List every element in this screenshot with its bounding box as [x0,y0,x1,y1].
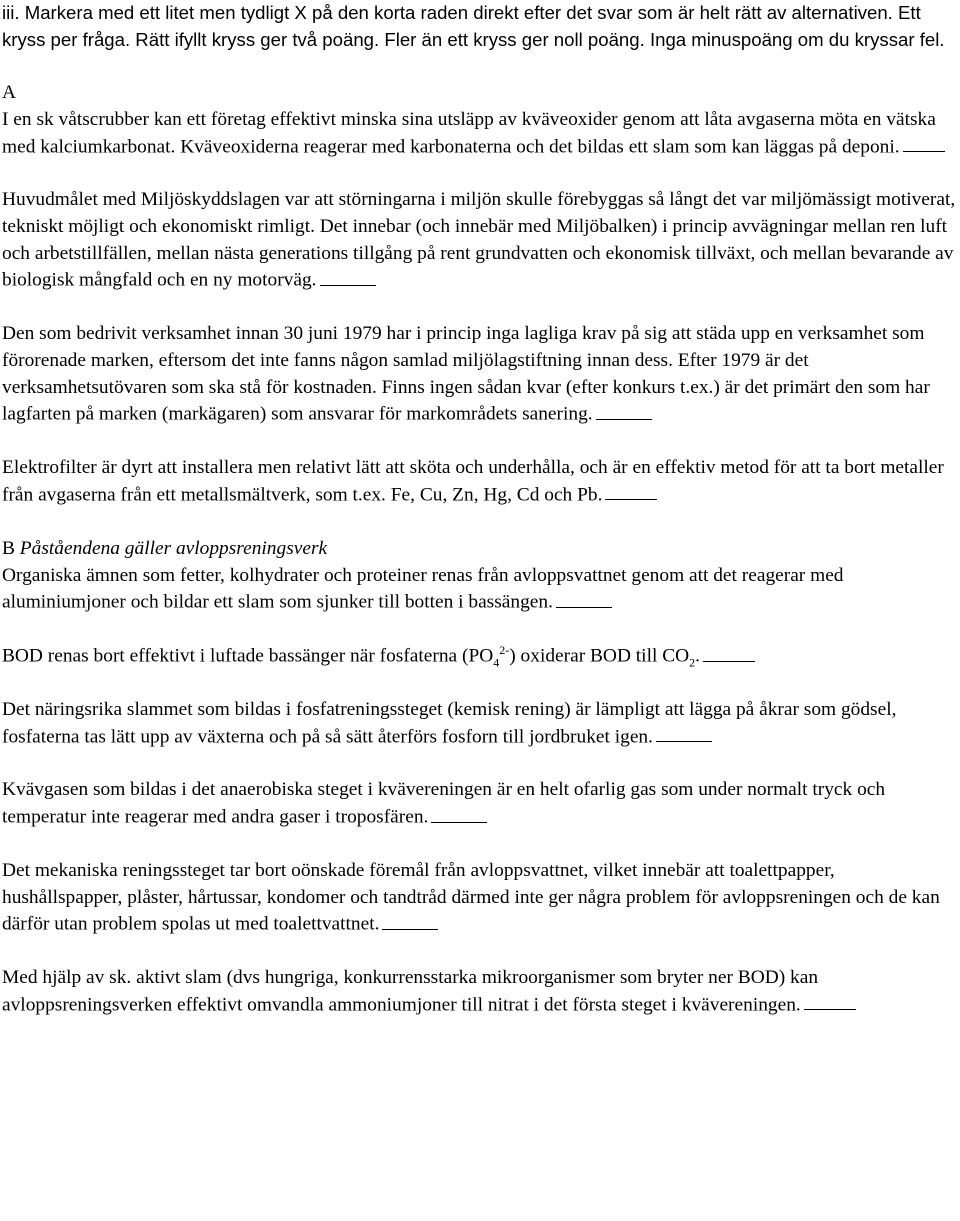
section-b-title: Påståendena gäller avloppsreningsverk [19,537,328,559]
statement-a3: Den som bedrivit verksamhet innan 30 juni 1979 har i princip inga lagliga krav på sig att städa upp en verksamhet som förorenade marken, eftersom det inte fanns någon samlad miljölagstiftning innan dess. Efter 1979 är det verksamhetsutövaren som ska stå för kostnaden. Finns ingen sådan kvar (efter konkurs t.ex.) är det primärt den som har lagfarten på marken (markägaren) som ansvarar för markområdets sanering. [2,323,930,425]
statement-a3-paragraph [2,321,958,428]
statement-b6: Med hjälp av sk. aktivt slam (dvs hungriga, konkurrensstarka mikroorganismer som bryter ner BOD) kan avloppsreningsverken effektivt omvandla ammoniumjoner till nitrat i det första steget i kvävereningen. [2,967,819,1016]
answer-blank-b3[interactable] [656,724,712,742]
statement-b2-text-after: . [695,645,700,667]
statement-a2-paragraph [2,187,958,294]
statement-b2-text-middle: ) oxiderar BOD till CO [509,645,690,667]
exam-page [2,0,958,1046]
statement-b4: Kvävgasen som bildas i det anaerobiska steget i kvävereningen är en helt ofarlig gas som under normalt tryck och temperatur inte reagerar med andra gaser i troposfären. [2,779,886,828]
answer-blank-a3[interactable] [596,401,652,419]
statement-b2-text-before: BOD renas bort effektivt i luftade bassänger när fosfaterna (PO [2,645,494,667]
statement-b2-paragraph [2,643,958,670]
answer-blank-b2[interactable] [703,643,755,661]
statement-a2: Huvudmålet med Miljöskyddslagen var att störningarna i miljön skulle förebyggas så långt det var miljömässigt motiverat, tekniskt möjligt och ekonomiskt rimligt. Det innebar (och innebär med Miljöbalken) i princip avvägningar mellan ren luft och arbetstillfällen, mellan nästa generations tillgång på rent grundvatten och ekonomisk tillväxt, och mellan bevarande av biologisk mångfald och en ny motorväg. [2,189,956,291]
statement-b2-sub: 4 [493,655,500,670]
answer-blank-a4[interactable] [605,482,657,500]
statement-b6-paragraph [2,965,958,1019]
statement-b2-sup: 2- [499,643,510,658]
section-b-heading [2,536,958,563]
answer-blank-b5[interactable] [382,911,438,929]
statement-b4-paragraph [2,777,958,831]
statement-b1: Organiska ämnen som fetter, kolhydrater och proteiner renas från avloppsvattnet genom att det reagerar med aluminiumjoner och bildar ett slam som sjunker till botten i bassängen. [2,564,844,613]
statement-a4: Elektrofilter är dyrt att installera men relativt lätt att sköta och underhålla, och är en effektiv metod för att ta bort metaller från avgaserna från ett metallsmältverk, som t.ex. Fe, Cu, Zn, Hg, Cd och Pb. [2,457,944,506]
statement-b3-paragraph [2,697,958,751]
section-a-label: A [2,82,17,104]
section-b [2,536,958,617]
answer-blank-b4[interactable] [431,804,487,822]
answer-blank-b6[interactable] [804,992,856,1010]
statement-b5-paragraph [2,858,958,939]
statement-a1: I en sk våtscrubber kan ett företag effektivt minska sina utsläpp av kväveoxider genom att låta avgaserna möta en vätska med kalciumkarbonat. Kväveoxiderna reagerar med karbonaterna och det bildas ett slam som kan läggas på deponi. [2,108,936,157]
instructions: iii. Markera med ett litet men tydligt X på den korta raden direkt efter det svar som är helt rätt av alternativen. Ett kryss per fråga. Rätt ifyllt kryss ger två poäng. Fler än ett kryss ger noll poäng. Inga minuspoäng om du kryssar fel. [2,2,945,50]
statement-b2-sub2: 2 [689,655,696,670]
section-b-label: B [2,537,15,559]
section-a [2,80,958,161]
answer-blank-b1[interactable] [556,589,612,607]
statement-b5: Det mekaniska reningssteget tar bort oönskade föremål från avloppsvattnet, vilket innebär att toalettpapper, hushållspapper, plåster, hårtussar, kondomer och tandtråd därmed inte ger några problem för avloppsreningen och de kan därför utan problem spolas ut med toalettvattnet. [2,859,940,935]
answer-blank-a1[interactable] [903,134,945,152]
answer-blank-a2[interactable] [320,267,376,285]
statement-a4-paragraph [2,455,958,509]
statement-b3: Det näringsrika slammet som bildas i fosfatreningssteget (kemisk rening) är lämpligt att lägga på åkrar som gödsel, fosfaterna tas lätt upp av växterna och på så sätt återförs fosforn till jordbruket igen. [2,698,897,748]
